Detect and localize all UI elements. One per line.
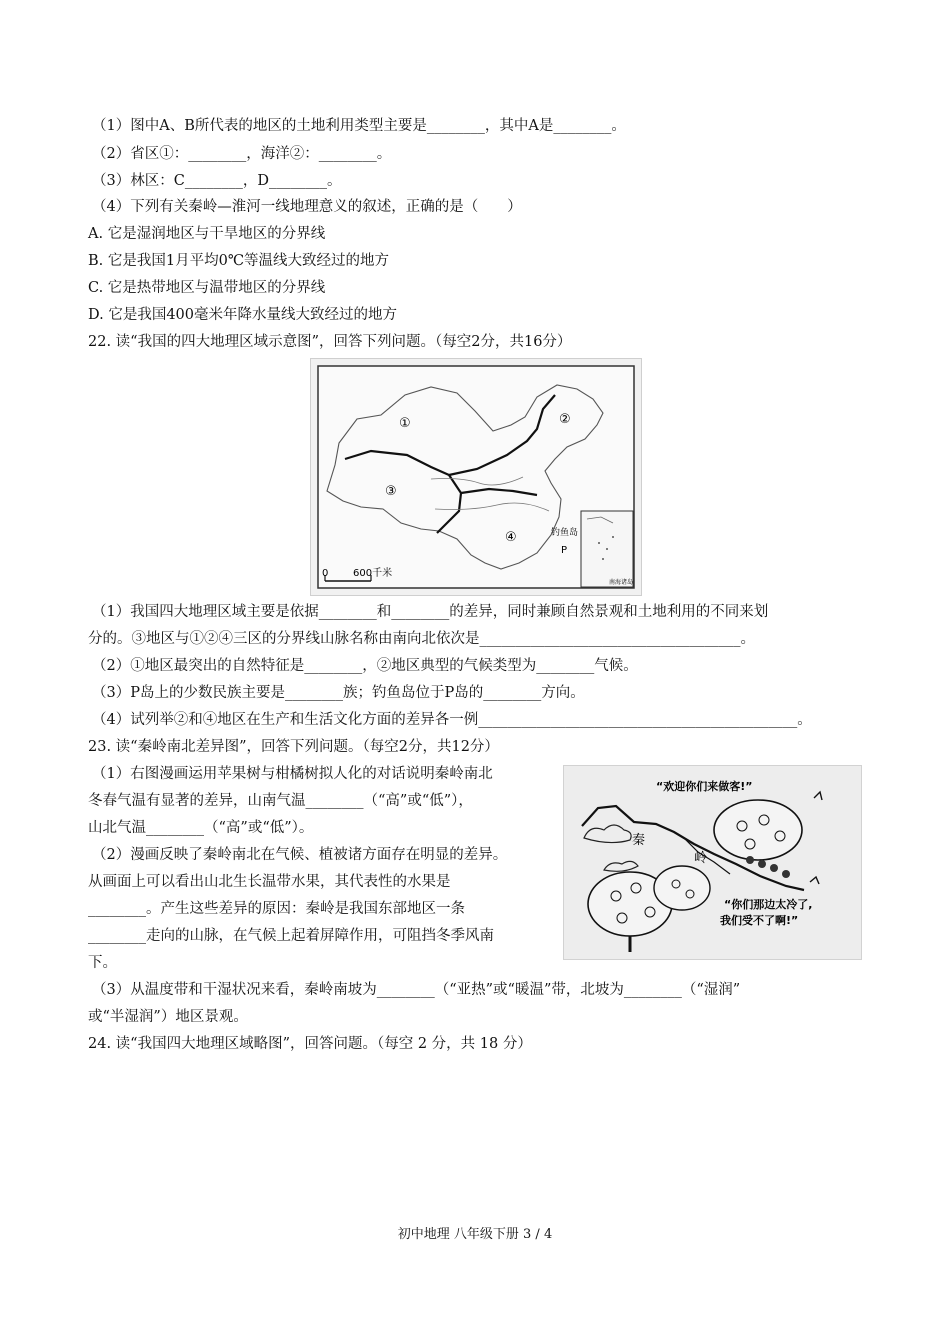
- map-region-4: ④: [505, 530, 517, 545]
- q21-option-a: A. 它是湿润地区与干旱地区的分界线: [88, 226, 326, 242]
- cartoon-char-ling: 岭: [694, 851, 708, 866]
- q21-option-c: C. 它是热带地区与温带地区的分界线: [88, 280, 326, 296]
- cartoon-speech-bottom-2: 我们受不了啊!”: [720, 914, 799, 927]
- page-footer: 初中地理 八年级下册 3 / 4: [397, 1227, 553, 1242]
- qinling-cartoon: [563, 765, 862, 960]
- map-region-3: ③: [385, 484, 397, 499]
- q22-sub2: （2）①地区最突出的自然特征是________，②地区典型的气候类型为________气候。: [92, 658, 638, 674]
- map-scale-zero: 0: [322, 568, 329, 579]
- q23-line-10: 或“半湿润”）地区景观。: [88, 1009, 248, 1025]
- q23-title: 23. 读“秦岭南北差异图”，回答下列问题。（每空2分，共12分）: [88, 739, 499, 755]
- map-inset-label: 南海诸岛: [609, 579, 634, 586]
- q23-line-1: （1）右图漫画运用苹果树与柑橘树拟人化的对话说明秦岭南北: [92, 766, 493, 782]
- q22-sub1a: （1）我国四大地理区域主要是依据________和________的差异，同时兼顾自然景观和土地利用的不同来划: [92, 604, 769, 620]
- q21-option-d: D. 它是我国400毫米年降水量线大致经过的地方: [88, 307, 398, 323]
- q22-title: 22. 读“我国的四大地理区域示意图”，回答下列问题。（每空2分，共16分）: [88, 334, 572, 350]
- q22-sub1b: 分的。③地区与①②④三区的分界线山脉名称由南向北依次是____________________________________。: [88, 631, 755, 647]
- q23-line-8: 下。: [88, 955, 117, 971]
- cartoon-char-qin: 秦: [632, 833, 646, 848]
- q22-sub3: （3）P岛上的少数民族主要是________族；钓鱼岛位于P岛的________方向。: [92, 685, 585, 701]
- q23-line-6: ________。产生这些差异的原因：秦岭是我国东部地区一条: [88, 901, 465, 917]
- q21-option-b: B. 它是我国1月平均0℃等温线大致经过的地方: [88, 253, 390, 269]
- q23-line-3: 山北气温________（“高”或“低”）。: [88, 820, 314, 836]
- cartoon-speech-top: “欢迎你们来做客!”: [656, 780, 753, 793]
- q21-sub4: （4）下列有关秦岭—淮河一线地理意义的叙述，正确的是（ ）: [92, 199, 522, 215]
- cartoon-speech-bottom-1: “你们那边太冷了,: [724, 898, 813, 911]
- q24-title: 24. 读“我国四大地理区域略图”，回答问题。（每空 2 分，共 18 分）: [88, 1036, 532, 1052]
- q23-line-4: （2）漫画反映了秦岭南北在气候、植被诸方面存在明显的差异。: [92, 847, 508, 863]
- q21-sub1: （1）图中A、B所代表的地区的土地利用类型主要是________，其中A是________。: [92, 118, 626, 134]
- q23-line-5: 从画面上可以看出山北生长温带水果，其代表性的水果是: [88, 874, 451, 890]
- q21-sub3: （3）林区：C________，D________。: [92, 173, 342, 189]
- map-region-1: ①: [399, 416, 411, 431]
- q21-sub2: （2）省区①：________，海洋②：________。: [92, 146, 392, 162]
- q23-line-7: ________走向的山脉，在气候上起着屏障作用，可阻挡冬季风南: [88, 928, 494, 944]
- china-map-drawing: [311, 359, 641, 595]
- map-island-p: P: [561, 545, 568, 556]
- qinling-cartoon-drawing: [564, 766, 861, 959]
- map-region-2: ②: [559, 412, 571, 427]
- q23-line-2: 冬春气温有显著的差异，山南气温________（“高”或“低”），: [88, 793, 473, 809]
- q22-sub4: （4）试列举②和④地区在生产和生活文化方面的差异各一例____________________________________________。: [92, 712, 812, 728]
- china-regions-map: [310, 358, 642, 596]
- q23-line-9: （3）从温度带和干湿状况来看，秦岭南坡为________（“亚热”或“暖温”带，北坡为________（“湿润”: [92, 982, 741, 998]
- map-scale-label: 600千米: [353, 568, 393, 579]
- map-diaoyu-label: 钓鱼岛: [551, 528, 579, 538]
